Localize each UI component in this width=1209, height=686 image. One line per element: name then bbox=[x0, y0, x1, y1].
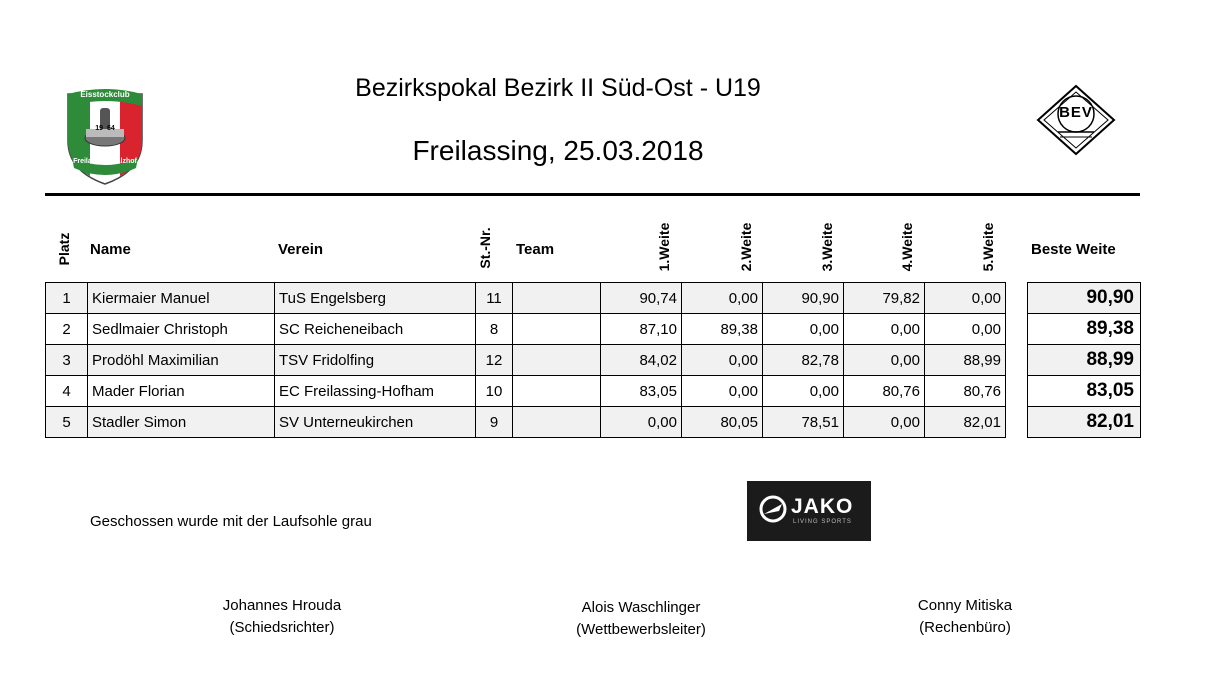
col-header-best: Beste Weite bbox=[1031, 241, 1116, 258]
signature-name: Johannes Hrouda bbox=[222, 597, 342, 614]
cell-platz: 1 bbox=[46, 283, 88, 314]
cell-team bbox=[513, 407, 601, 438]
cell-verein: TSV Fridolfing bbox=[275, 345, 476, 376]
best-distance-table bbox=[1027, 282, 1141, 438]
cell-best: 90,90 bbox=[1028, 283, 1141, 314]
col-header-stnr: St.-Nr. bbox=[477, 227, 493, 269]
cell-w4: 0,00 bbox=[844, 314, 925, 345]
cell-name: Kiermaier Manuel bbox=[88, 283, 275, 314]
cell-team bbox=[513, 283, 601, 314]
cell-verein: EC Freilassing-Hofham bbox=[275, 376, 476, 407]
cell-w4: 79,82 bbox=[844, 283, 925, 314]
cell-w1: 87,10 bbox=[601, 314, 682, 345]
col-header-w3: 3.Weite bbox=[819, 222, 835, 272]
sponsor-tagline: LIVING SPORTS bbox=[793, 519, 852, 525]
signature-calculation-office bbox=[855, 595, 1075, 639]
sponsor-logo bbox=[747, 481, 871, 541]
table-row bbox=[46, 314, 1006, 345]
cell-name: Sedlmaier Christoph bbox=[88, 314, 275, 345]
col-header-w5: 5.Weite bbox=[980, 222, 996, 272]
cell-w5: 0,00 bbox=[925, 283, 1006, 314]
cell-w2: 0,00 bbox=[682, 345, 763, 376]
col-header-w1: 1.Weite bbox=[656, 222, 672, 272]
cell-stnr: 8 bbox=[476, 314, 513, 345]
cell-platz: 4 bbox=[46, 376, 88, 407]
cell-w3: 0,00 bbox=[763, 376, 844, 407]
cell-stnr: 9 bbox=[476, 407, 513, 438]
results-table bbox=[45, 282, 1006, 438]
col-header-platz: Platz bbox=[56, 232, 72, 266]
cell-name: Stadler Simon bbox=[88, 407, 275, 438]
cell-w2: 80,05 bbox=[682, 407, 763, 438]
cell-w5: 88,99 bbox=[925, 345, 1006, 376]
cell-w5: 80,76 bbox=[925, 376, 1006, 407]
signature-name: Conny Mitiska bbox=[917, 597, 1013, 614]
col-header-verein: Verein bbox=[278, 241, 324, 258]
cell-platz: 2 bbox=[46, 314, 88, 345]
cell-w5: 82,01 bbox=[925, 407, 1006, 438]
cell-w2: 89,38 bbox=[682, 314, 763, 345]
cell-w4: 0,00 bbox=[844, 407, 925, 438]
table-row bbox=[1028, 345, 1141, 376]
cell-stnr: 12 bbox=[476, 345, 513, 376]
table-row bbox=[1028, 407, 1141, 438]
cell-best: 89,38 bbox=[1028, 314, 1141, 345]
signature-role: (Schiedsrichter) bbox=[229, 619, 335, 636]
cell-name: Prodöhl Maximilian bbox=[88, 345, 275, 376]
cell-w2: 0,00 bbox=[682, 376, 763, 407]
logo-year: 19 64 bbox=[95, 125, 115, 132]
cell-w3: 78,51 bbox=[763, 407, 844, 438]
col-header-w4: 4.Weite bbox=[899, 222, 915, 272]
table-row bbox=[46, 283, 1006, 314]
col-header-name: Name bbox=[90, 241, 131, 258]
signature-referee bbox=[172, 595, 392, 639]
col-header-w2: 2.Weite bbox=[738, 222, 754, 272]
table-row bbox=[1028, 376, 1141, 407]
cell-w1: 90,74 bbox=[601, 283, 682, 314]
cell-w2: 0,00 bbox=[682, 283, 763, 314]
sponsor-name: JAKO bbox=[791, 495, 854, 518]
cell-w1: 83,05 bbox=[601, 376, 682, 407]
cell-best: 82,01 bbox=[1028, 407, 1141, 438]
cell-w4: 0,00 bbox=[844, 345, 925, 376]
cell-team bbox=[513, 314, 601, 345]
cell-w3: 90,90 bbox=[763, 283, 844, 314]
jako-swoosh-icon bbox=[759, 495, 787, 523]
table-row bbox=[46, 407, 1006, 438]
title-divider bbox=[45, 193, 1140, 196]
cell-verein: SC Reicheneibach bbox=[275, 314, 476, 345]
cell-platz: 5 bbox=[46, 407, 88, 438]
cell-platz: 3 bbox=[46, 345, 88, 376]
cell-w1: 84,02 bbox=[601, 345, 682, 376]
cell-w3: 82,78 bbox=[763, 345, 844, 376]
cell-w1: 0,00 bbox=[601, 407, 682, 438]
cell-w3: 0,00 bbox=[763, 314, 844, 345]
signature-role: (Rechenbüro) bbox=[919, 619, 1011, 636]
table-row bbox=[1028, 314, 1141, 345]
cell-verein: SV Unterneukirchen bbox=[275, 407, 476, 438]
footer-note: Geschossen wurde mit der Laufsohle grau bbox=[90, 513, 372, 530]
table-row bbox=[1028, 283, 1141, 314]
page-subtitle: Freilassing, 25.03.2018 bbox=[412, 135, 704, 166]
cell-team bbox=[513, 345, 601, 376]
cell-w5: 0,00 bbox=[925, 314, 1006, 345]
cell-w4: 80,76 bbox=[844, 376, 925, 407]
signature-role: (Wettbewerbsleiter) bbox=[576, 621, 706, 638]
signature-competition-manager bbox=[531, 597, 751, 641]
cell-verein: TuS Engelsberg bbox=[275, 283, 476, 314]
cell-stnr: 11 bbox=[476, 283, 513, 314]
cell-best: 83,05 bbox=[1028, 376, 1141, 407]
cell-name: Mader Florian bbox=[88, 376, 275, 407]
cell-best: 88,99 bbox=[1028, 345, 1141, 376]
col-header-team: Team bbox=[516, 241, 555, 258]
bev-logo-text: BEV bbox=[1059, 104, 1093, 121]
table-row bbox=[46, 376, 1006, 407]
logo-bottom-text: Freilassing Salzhof bbox=[73, 158, 137, 165]
signature-name: Alois Waschlinger bbox=[581, 599, 701, 616]
logo-arc-text: Eisstockclub bbox=[80, 90, 130, 99]
cell-team bbox=[513, 376, 601, 407]
table-row bbox=[46, 345, 1006, 376]
page-title: Bezirkspokal Bezirk II Süd-Ost - U19 bbox=[355, 74, 761, 102]
cell-stnr: 10 bbox=[476, 376, 513, 407]
